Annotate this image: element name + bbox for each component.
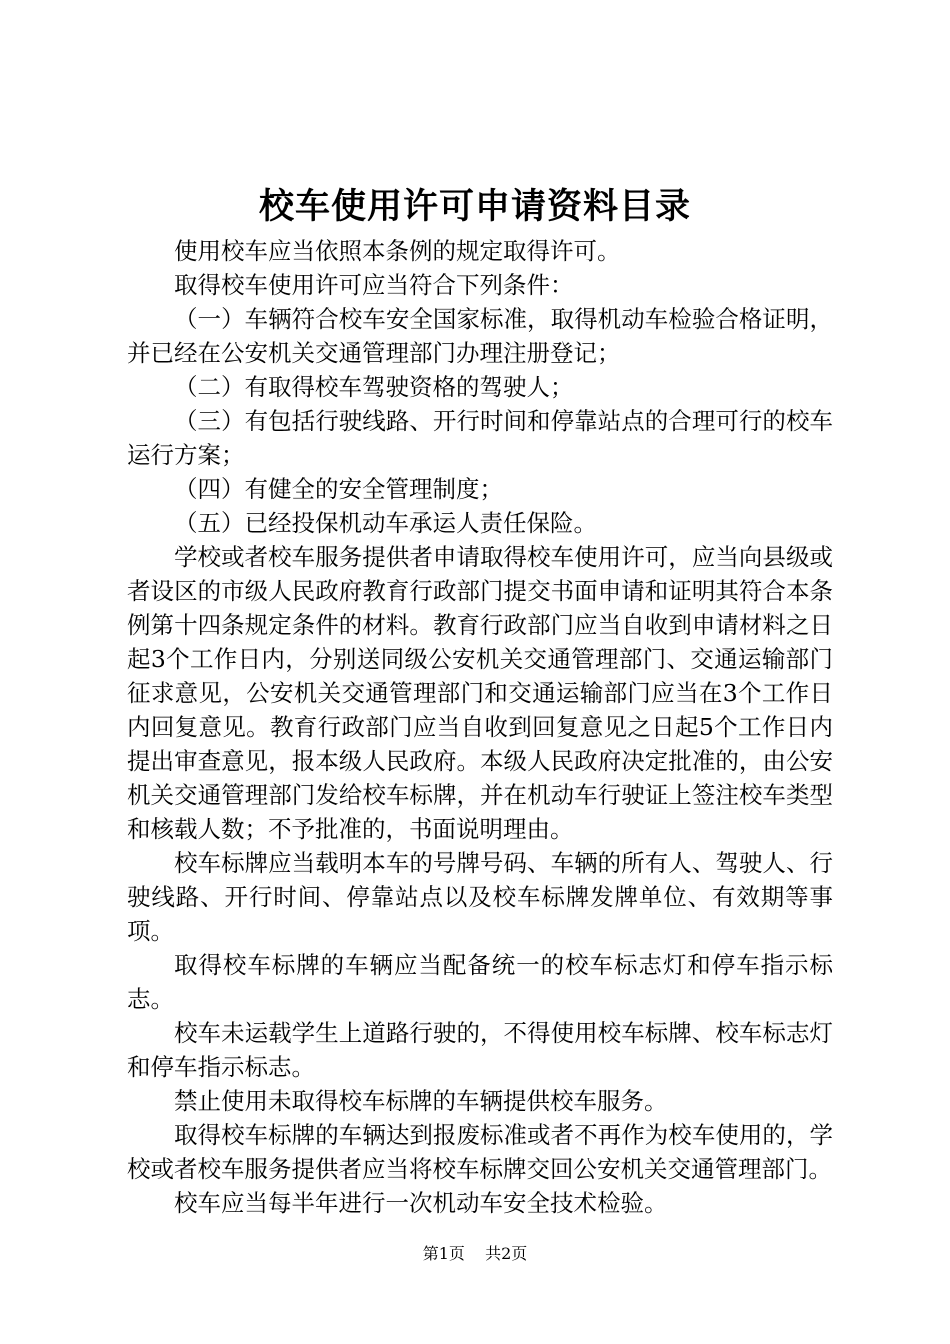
condition-item: （四）有健全的安全管理制度； [174, 475, 503, 503]
condition-item: （五）已经投保机动车承运人责任保险。 [174, 509, 597, 537]
page-number: 第1页 [422, 1244, 465, 1263]
document-body [127, 234, 833, 1220]
paragraph: 禁止使用未取得校车标牌的车辆提供校车服务。 [174, 1087, 668, 1115]
paragraph: 学校或者校车服务提供者申请取得校车使用许可，应当向县级或者设区的市级人民政府教育行政部门提交书面申请和证明其符合本条例第十四条规定条件的材料。教育行政部门应当自收到申请材料之日起3个工作日内，分别送同级公安机关交通管理部门、交通运输部门征求意见，公安机关交通管理部门和交通运输部门应当在3个工作日内回复意见。教育行政部门应当自收到回复意见之日起5个工作日内提出审查意见，报本级人民政府。本级人民政府决定批准的，由公安机关交通管理部门发给校车标牌，并在机动车行驶证上签注校车类型和核载人数；不予批准的，书面说明理由。 [127, 543, 833, 843]
paragraph: 取得校车使用许可应当符合下列条件： [174, 271, 574, 299]
condition-item: （二）有取得校车驾驶资格的驾驶人； [174, 373, 574, 401]
document-title: 校车使用许可申请资料目录 [258, 187, 691, 227]
paragraph: 校车标牌应当载明本车的号牌号码、车辆的所有人、驾驶人、行驶线路、开行时间、停靠站点以及校车标牌发牌单位、有效期等事项。 [127, 849, 833, 945]
page-total: 共2页 [485, 1244, 528, 1263]
paragraph: 校车应当每半年进行一次机动车安全技术检验。 [174, 1189, 668, 1217]
condition-item: （三）有包括行驶线路、开行时间和停靠站点的合理可行的校车运行方案； [127, 407, 833, 469]
paragraph: 校车未运载学生上道路行驶的，不得使用校车标牌、校车标志灯和停车指示标志。 [127, 1019, 833, 1081]
page-footer [0, 1242, 950, 1266]
condition-item: （一）车辆符合校车安全国家标准，取得机动车检验合格证明，并已经在公安机关交通管理部门办理注册登记； [127, 305, 833, 367]
paragraph: 取得校车标牌的车辆应当配备统一的校车标志灯和停车指示标志。 [127, 951, 833, 1013]
paragraph: 使用校车应当依照本条例的规定取得许可。 [174, 237, 621, 265]
paragraph: 取得校车标牌的车辆达到报废标准或者不再作为校车使用的，学校或者校车服务提供者应当将校车标牌交回公安机关交通管理部门。 [127, 1121, 833, 1183]
